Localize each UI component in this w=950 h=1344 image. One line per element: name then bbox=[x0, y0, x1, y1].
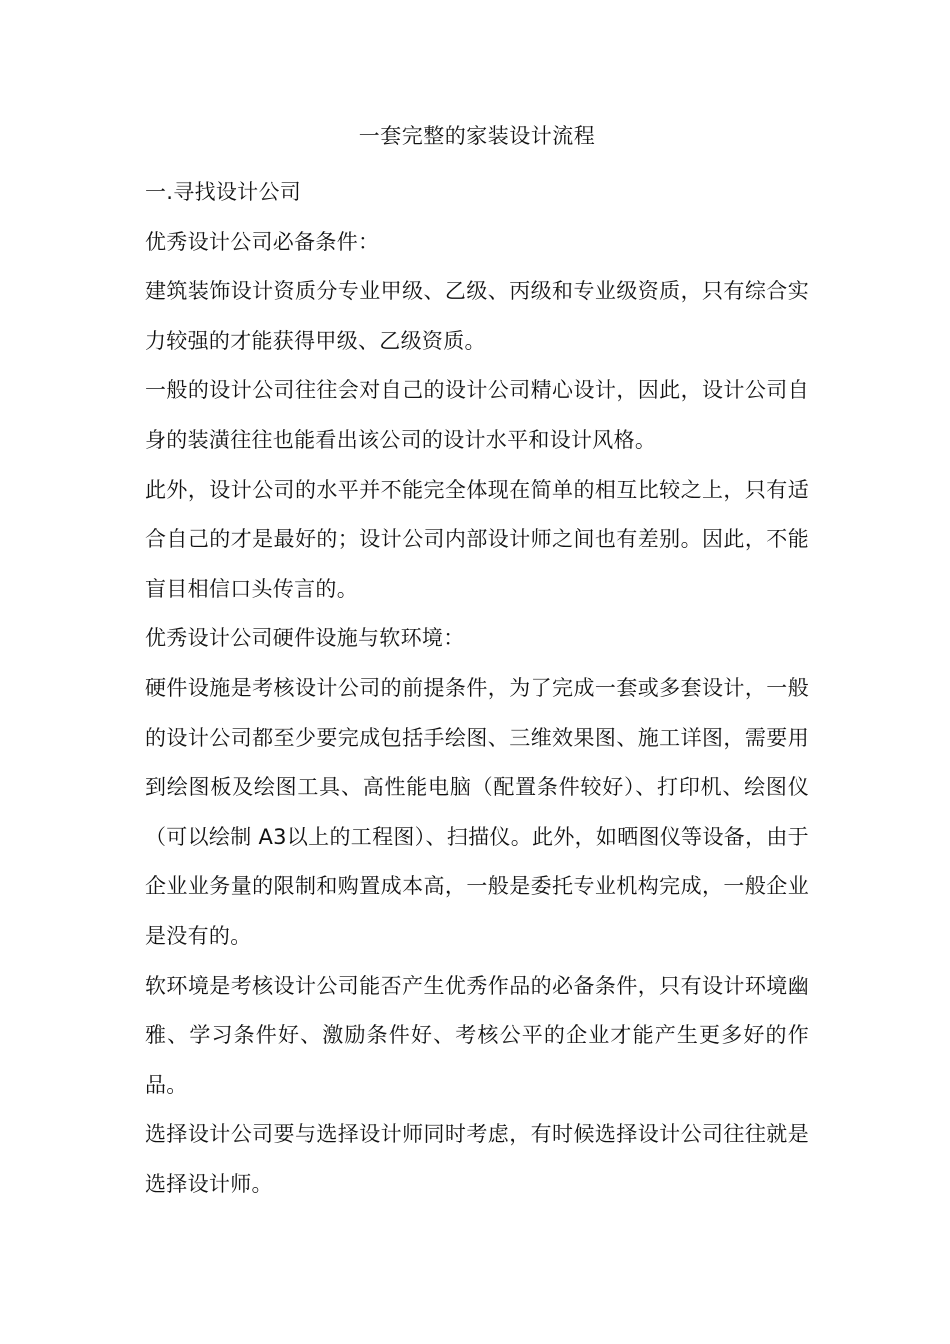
document-title: 一套完整的家装设计流程 bbox=[358, 124, 596, 148]
document-page bbox=[145, 118, 809, 1209]
paragraph-soft-environment: 软环境是考核设计公司能否产生优秀作品的必备条件，只有设计环境幽雅、学习条件好、激励条件好、考核公平的企业才能产生更多好的作品。 bbox=[145, 973, 809, 1097]
section-heading: 一.寻找设计公司 bbox=[145, 180, 302, 204]
paragraph-choose-designer: 选择设计公司要与选择设计师同时考虑，有时候选择设计公司往往就是选择设计师。 bbox=[145, 1122, 809, 1196]
paragraph-hardware: 硬件设施是考核设计公司的前提条件，为了完成一套或多套设计，一般的设计公司都至少要完成包括手绘图、三维效果图、施工详图，需要用到绘图板及绘图工具、高性能电脑（配置条件较好）、打印机、绘图仪（可以绘制 A3以上的工程图）、扫描仪。此外，如晒图仪等设备，由于企业业务量的限制和购置成本高，一般是委托专业机构完成，一般企业是没有的。 bbox=[145, 675, 809, 948]
paragraph-qualification: 建筑装饰设计资质分专业甲级、乙级、丙级和专业级资质，只有综合实力较强的才能获得甲级、乙级资质。 bbox=[145, 279, 809, 353]
subheading-facilities: 优秀设计公司硬件设施与软环境： bbox=[145, 626, 465, 651]
paragraph-comparison: 此外，设计公司的水平并不能完全体现在简单的相互比较之上，只有适合自己的才是最好的；设计公司内部设计师之间也有差别。因此，不能盲目相信口头传言的。 bbox=[145, 477, 809, 601]
subheading-requirements: 优秀设计公司必备条件： bbox=[145, 229, 380, 254]
paragraph-office-design: 一般的设计公司往往会对自己的设计公司精心设计，因此，设计公司自身的装潢往往也能看出该公司的设计水平和设计风格。 bbox=[145, 378, 809, 452]
